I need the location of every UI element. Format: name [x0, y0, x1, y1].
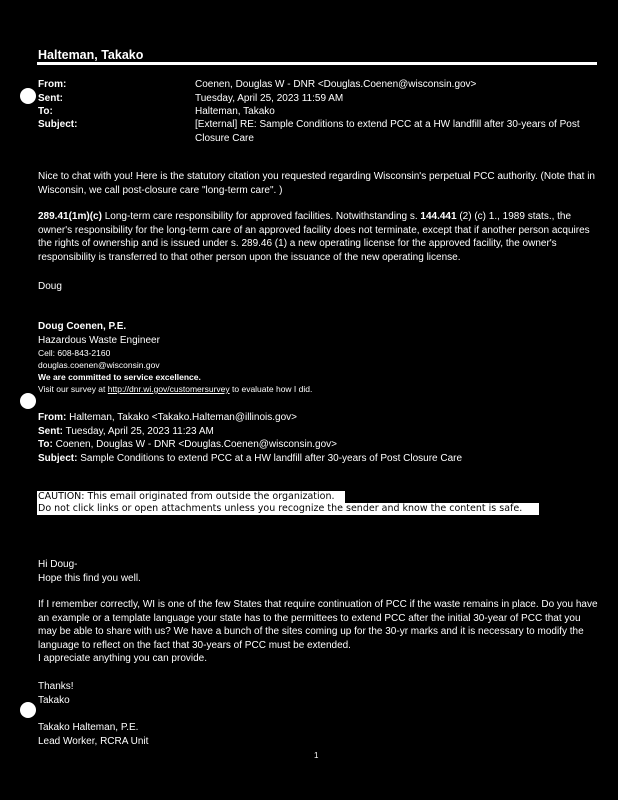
email2-to: [38, 438, 598, 452]
email2-appreciate: I appreciate anything you can provide.: [38, 653, 207, 664]
signature-block: [38, 320, 598, 395]
signature-title: Hazardous Waste Engineer: [38, 334, 160, 346]
citation-text: Long-term care responsibility for approved facilities. Notwithstanding s.: [101, 211, 421, 222]
email2-from: [38, 411, 598, 425]
subject-label: Subject:: [38, 119, 78, 130]
email2-header: [38, 411, 598, 465]
email2-to-value: Coenen, Douglas W - DNR <Douglas.Coenen@wisconsin.gov>: [52, 439, 337, 450]
email2-greeting-block: [38, 558, 598, 585]
email2-closing: [38, 680, 598, 707]
punch-hole-bottom: [20, 702, 36, 718]
email2-subject: [38, 452, 598, 466]
signature-survey: [38, 383, 598, 395]
email2-greeting: Hi Doug-: [38, 559, 78, 570]
page-number: 1: [314, 751, 319, 760]
header-divider: [37, 62, 597, 65]
email2-sig-name: Takako Halteman, P.E.: [38, 722, 139, 733]
signature-name: Doug Coenen, P.E.: [38, 321, 127, 332]
email2-paragraph-block: [38, 598, 598, 666]
document-owner-name: Halteman, Takako: [38, 48, 144, 62]
email2-subject-label: Subject:: [38, 452, 78, 464]
survey-suffix: to evaluate how I did.: [229, 384, 313, 394]
subject-value: [External] RE: Sample Conditions to extend PCC at a HW landfill after 30-years of Post Closure Care: [195, 119, 580, 144]
to-value: Halteman, Takako: [195, 106, 275, 117]
statute-citation: [38, 210, 598, 264]
email1-intro: Nice to chat with you! Here is the statutory citation you requested regarding Wisconsin's perpetual PCC authority. (Note that in Wisconsin, we call post-closure care "long-term care". ): [38, 171, 595, 196]
from-label: From:: [38, 79, 67, 90]
email2-sent: [38, 425, 598, 439]
email2-sig-title: Lead Worker, RCRA Unit: [38, 735, 149, 747]
punch-hole-top: [20, 88, 36, 104]
caution-line-2: Do not click links or open attachments unless you recognize the sender and know the content is safe.: [37, 503, 539, 515]
citation-rest: (2) (c) 1., 1989 stats., the owner's responsibility for the long-term care of an approved facility does not terminate, except that if another person acquires the rights of ownership and is issued under s. 289.46 (1) a new operating license for the approved facility, the owner's responsibility is transferred to that other person upon the issuance of the new operating license.: [38, 211, 590, 263]
email2-from-value: Halteman, Takako <Takako.Halteman@illinois.gov>: [66, 412, 297, 423]
punch-hole-middle: [20, 393, 36, 409]
to-label: To:: [38, 106, 53, 117]
signature-committed: We are committed to service excellence.: [38, 372, 201, 382]
email2-hope: Hope this find you well.: [38, 572, 141, 584]
citation-number: 289.41(1m)(c): [38, 211, 102, 222]
email2-signature: [38, 721, 598, 748]
signature-cell: Cell: 608-843-2160: [38, 348, 111, 358]
citation-reference: 144.441: [420, 211, 457, 222]
sent-label: Sent:: [38, 93, 63, 104]
caution-line-1: CAUTION: This email originated from outside the organization.: [37, 491, 345, 503]
email2-paragraph: If I remember correctly, WI is one of the few States that require continuation of PCC if the waste remains in place. Do you have an example or a template language your state has to the permittees to extend PCC after the initial 30-year of PCC that you may be able to share with us? We have a bunch of the sites coming up for the 30-yr marks and it is necessary to modify the language to reflect on the fact that 30-years of PCC must be extended.: [38, 599, 598, 651]
signature-email[interactable]: douglas.coenen@wisconsin.gov: [38, 360, 160, 370]
email2-subject-value: Sample Conditions to extend PCC at a HW landfill after 30-years of Post Closure Care: [77, 452, 463, 464]
email2-to-label: To:: [38, 439, 53, 450]
email2-from-label: From:: [38, 412, 67, 423]
email1-sign-off: Doug: [38, 281, 62, 292]
from-value: Coenen, Douglas W - DNR <Douglas.Coenen@wisconsin.gov>: [195, 79, 477, 90]
sent-value: Tuesday, April 25, 2023 11:59 AM: [195, 93, 344, 104]
email2-sent-value: Tuesday, April 25, 2023 11:23 AM: [63, 425, 214, 437]
email2-thanks: Thanks!: [38, 681, 74, 692]
email2-sign: Takako: [38, 694, 70, 706]
caution-banner: [37, 491, 541, 515]
survey-prefix: Visit our survey at: [38, 384, 108, 394]
email2-sent-label: Sent:: [38, 425, 63, 437]
survey-link[interactable]: http://dnr.wi.gov/customersurvey: [107, 384, 230, 394]
